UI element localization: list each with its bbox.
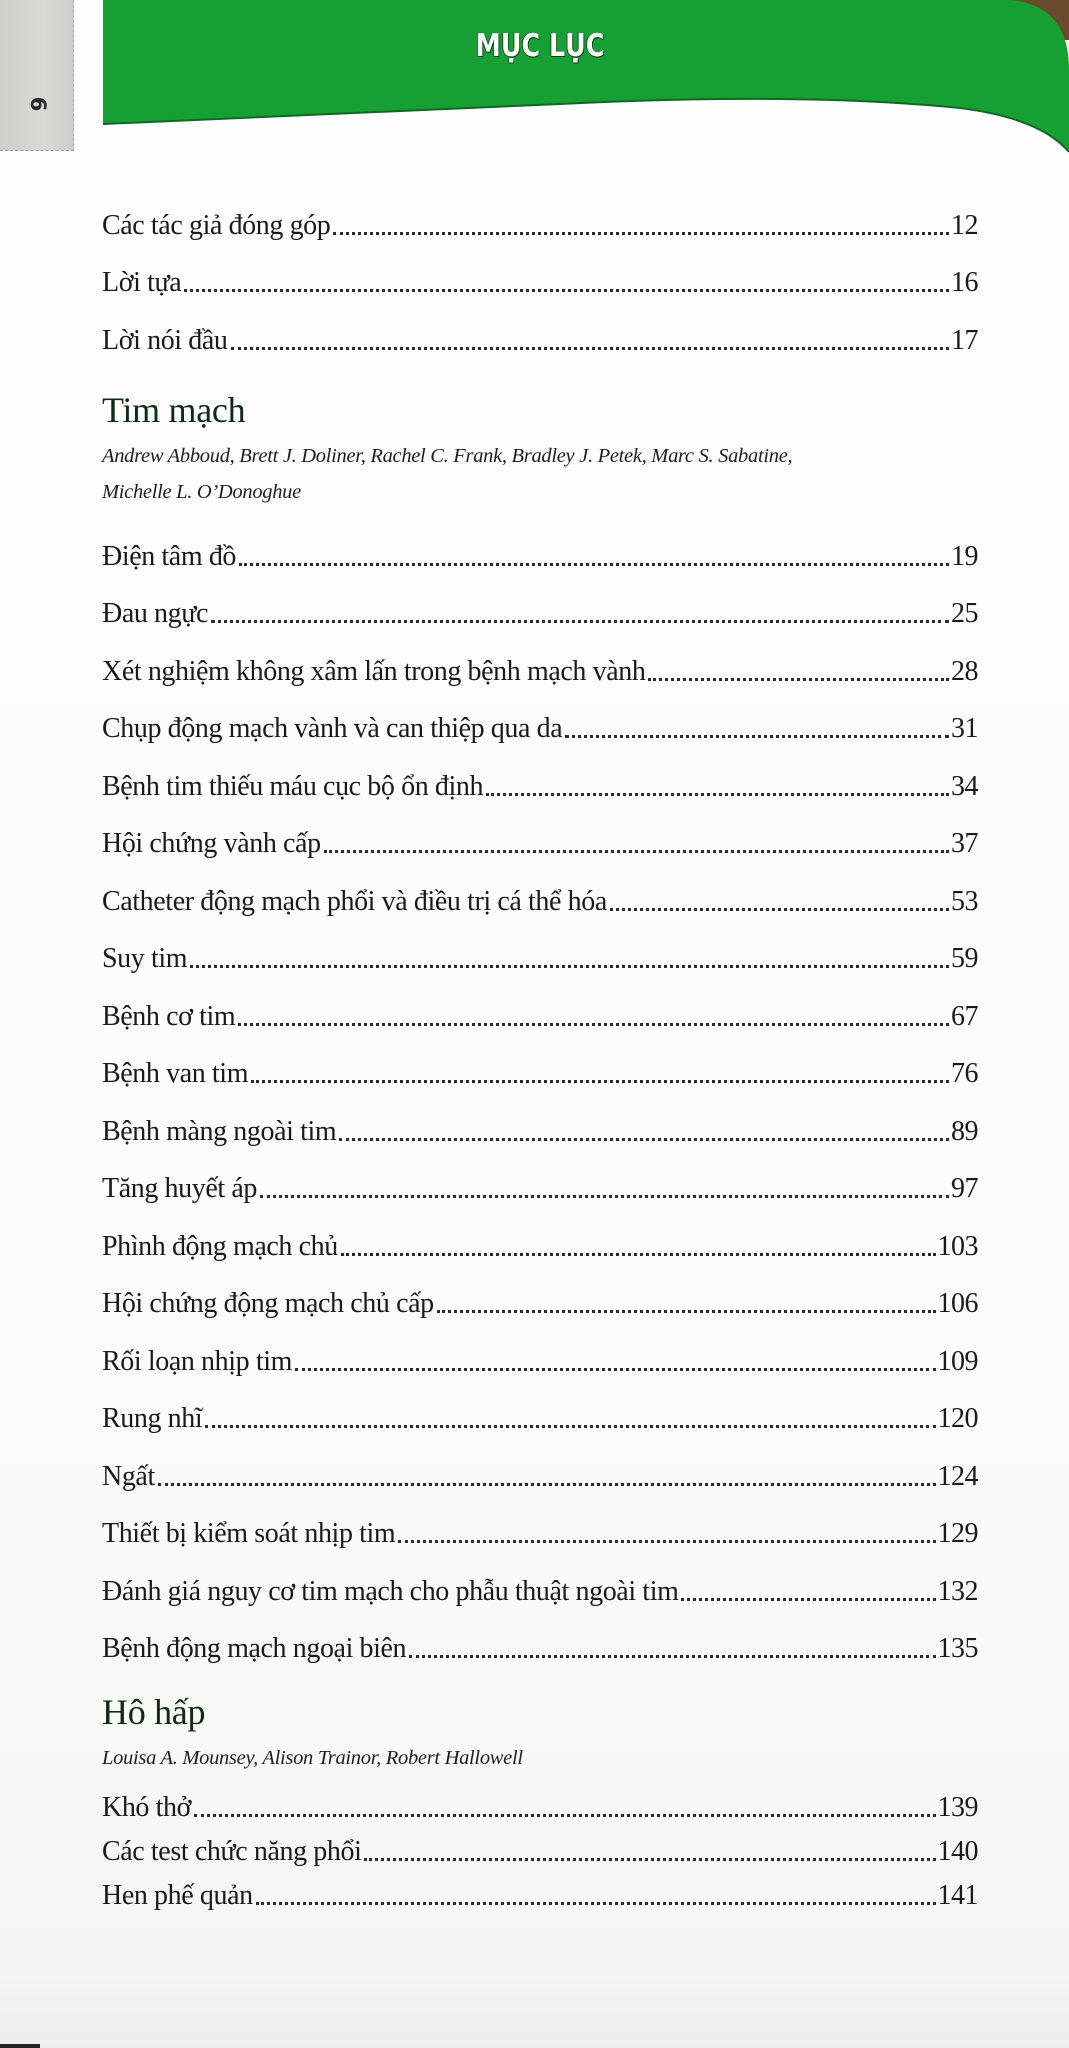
toc-entry-label: Bệnh cơ tim bbox=[102, 1000, 236, 1032]
authors-line-1: Louisa A. Mounsey, Alison Trainor, Robert Hallowell bbox=[102, 1747, 523, 1769]
toc-entry-page: 141 bbox=[937, 1880, 978, 1911]
dot-leader bbox=[364, 1858, 935, 1861]
page-edge bbox=[0, 2044, 40, 2048]
toc-entry-page: 129 bbox=[937, 1518, 978, 1549]
section-entries bbox=[102, 513, 978, 1663]
toc-entry-label: Bệnh van tim bbox=[102, 1058, 249, 1089]
toc-entry[interactable] bbox=[102, 858, 978, 916]
toc-entry-page: 25 bbox=[951, 598, 978, 629]
dot-leader bbox=[251, 1080, 949, 1083]
toc-entry-page: 97 bbox=[951, 1173, 978, 1204]
dot-leader bbox=[341, 1253, 936, 1256]
toc-entry-label: Hen phế quản bbox=[102, 1880, 253, 1911]
toc-entry[interactable] bbox=[102, 1261, 978, 1319]
toc-entry-label: Rung nhĩ bbox=[102, 1403, 203, 1434]
front-matter-list bbox=[102, 182, 978, 355]
toc-entry-label: Bệnh tim thiếu máu cục bộ ổn định bbox=[102, 770, 484, 802]
toc-entry[interactable] bbox=[102, 1433, 978, 1491]
toc-entry-label: Đánh giá nguy cơ tim mạch cho phẫu thuật ngoài tim bbox=[102, 1575, 679, 1607]
dot-leader bbox=[565, 735, 949, 738]
toc-entry[interactable] bbox=[102, 1088, 978, 1146]
dot-leader bbox=[190, 965, 949, 968]
dot-leader bbox=[158, 1483, 936, 1486]
toc-entry-page: 89 bbox=[951, 1115, 978, 1147]
page-bottom-shadow bbox=[0, 1978, 1069, 2048]
toc-entry[interactable] bbox=[102, 916, 978, 974]
toc-entry-label: Lời tựa bbox=[102, 267, 182, 298]
toc-entry[interactable] bbox=[102, 1778, 978, 1822]
dot-leader bbox=[231, 347, 950, 350]
toc-entry-page: 67 bbox=[951, 1000, 978, 1032]
toc-entry-label: Phình động mạch chủ bbox=[102, 1230, 338, 1262]
dot-leader bbox=[486, 793, 949, 796]
dot-leader bbox=[238, 1023, 949, 1026]
toc-entry-label: Catheter động mạch phổi và điều trị cá thể hóa bbox=[102, 885, 607, 917]
toc-entry-label: Các test chức năng phổi bbox=[102, 1836, 362, 1867]
toc-entry[interactable] bbox=[102, 1822, 978, 1866]
toc-entry-label: Khó thở bbox=[102, 1792, 192, 1823]
toc-entry[interactable] bbox=[102, 1146, 978, 1204]
side-tab bbox=[0, 0, 74, 151]
toc-entry-page: 53 bbox=[951, 885, 978, 917]
dot-leader bbox=[437, 1310, 936, 1313]
dot-leader bbox=[205, 1425, 935, 1428]
toc-entry[interactable] bbox=[102, 1376, 978, 1434]
page-number: 6 bbox=[26, 96, 50, 112]
toc-entry-label: Suy tim bbox=[102, 943, 188, 974]
toc-entry[interactable] bbox=[102, 743, 978, 801]
dot-leader bbox=[324, 850, 949, 853]
dot-leader bbox=[194, 1814, 935, 1817]
dot-leader bbox=[648, 678, 949, 681]
section-authors bbox=[102, 1740, 978, 1776]
toc-entry-label: Các tác giả đóng góp bbox=[102, 209, 331, 241]
authors-line-1: Andrew Abboud, Brett J. Doliner, Rachel C. Frank, Bradley J. Petek, Marc S. Sabatine, bbox=[102, 445, 793, 467]
toc-entry-label: Chụp động mạch vành và can thiệp qua da bbox=[102, 713, 563, 744]
dot-leader bbox=[409, 1655, 935, 1658]
header-banner bbox=[0, 0, 1069, 160]
toc-entry-page: 139 bbox=[937, 1792, 978, 1823]
section-cardiology bbox=[102, 392, 978, 1663]
toc-entry-page: 31 bbox=[951, 713, 978, 744]
toc-entry[interactable] bbox=[102, 1031, 978, 1089]
toc-entry-label: Ngất bbox=[102, 1460, 155, 1492]
toc-entry-page: 16 bbox=[951, 267, 978, 298]
toc-entry-label: Xét nghiệm không xâm lấn trong bệnh mạch vành bbox=[102, 655, 646, 687]
toc-entry[interactable] bbox=[102, 1491, 978, 1549]
section-entries bbox=[102, 1778, 978, 1910]
toc-entry-label: Thiết bị kiểm soát nhịp tim bbox=[102, 1518, 396, 1549]
toc-entry-page: 140 bbox=[937, 1836, 978, 1867]
dot-leader bbox=[398, 1540, 935, 1543]
toc-entry[interactable] bbox=[102, 182, 978, 240]
section-respiratory bbox=[102, 1694, 978, 1910]
toc-entry[interactable] bbox=[102, 801, 978, 859]
section-authors bbox=[102, 438, 978, 510]
toc-entry-page: 109 bbox=[937, 1345, 978, 1377]
toc-entry[interactable] bbox=[102, 240, 978, 298]
dot-leader bbox=[184, 289, 949, 292]
toc-entry-label: Hội chứng vành cấp bbox=[102, 828, 321, 859]
toc-entry-label: Rối loạn nhịp tim bbox=[102, 1345, 292, 1377]
dot-leader bbox=[610, 908, 949, 911]
toc-entry-page: 37 bbox=[951, 828, 978, 859]
toc-entry-page: 19 bbox=[951, 540, 978, 572]
toc-entry-label: Bệnh động mạch ngoại biên bbox=[102, 1633, 407, 1664]
toc-entry[interactable] bbox=[102, 1318, 978, 1376]
toc-entry[interactable] bbox=[102, 973, 978, 1031]
toc-entry-page: 12 bbox=[951, 209, 978, 241]
toc-entry-label: Điện tâm đồ bbox=[102, 540, 237, 572]
toc-entry[interactable] bbox=[102, 571, 978, 629]
toc-entry[interactable] bbox=[102, 1606, 978, 1664]
toc-entry-label: Bệnh màng ngoài tim bbox=[102, 1115, 337, 1147]
dot-leader bbox=[260, 1195, 949, 1198]
toc-entry-page: 17 bbox=[951, 324, 978, 356]
toc-entry-page: 34 bbox=[951, 770, 978, 802]
toc-entry[interactable] bbox=[102, 686, 978, 744]
page-title: MỤC LỤC bbox=[475, 28, 605, 64]
dot-leader bbox=[681, 1598, 935, 1601]
dot-leader bbox=[256, 1902, 936, 1905]
toc-entry-page: 120 bbox=[937, 1403, 978, 1434]
dot-leader bbox=[211, 620, 949, 623]
toc-entry[interactable] bbox=[102, 1548, 978, 1606]
toc-entry-page: 106 bbox=[937, 1288, 978, 1319]
toc-entry[interactable] bbox=[102, 297, 978, 355]
toc-entry-page: 76 bbox=[951, 1058, 978, 1089]
toc-entry[interactable] bbox=[102, 513, 978, 571]
section-title: Tim mạch bbox=[102, 390, 246, 430]
toc-entry-page: 28 bbox=[951, 655, 978, 687]
toc-entry[interactable] bbox=[102, 1866, 978, 1910]
toc-entry-page: 124 bbox=[937, 1460, 978, 1492]
dot-leader bbox=[333, 232, 949, 235]
dot-leader bbox=[339, 1138, 949, 1141]
authors-line-2: Michelle L. O’Donoghue bbox=[102, 481, 301, 503]
dot-leader bbox=[295, 1368, 936, 1371]
toc-entry[interactable] bbox=[102, 1203, 978, 1261]
toc-entry-page: 59 bbox=[951, 943, 978, 974]
toc-entry-label: Tăng huyết áp bbox=[102, 1173, 257, 1204]
toc-entry-page: 135 bbox=[937, 1633, 978, 1664]
toc-entry[interactable] bbox=[102, 628, 978, 686]
toc-entry-label: Đau ngực bbox=[102, 598, 209, 629]
section-title: Hô hấp bbox=[102, 1692, 206, 1732]
toc-entry-label: Lời nói đầu bbox=[102, 324, 228, 356]
toc-entry-label: Hội chứng động mạch chủ cấp bbox=[102, 1288, 434, 1319]
dot-leader bbox=[239, 563, 949, 566]
toc-entry-page: 103 bbox=[937, 1230, 978, 1262]
toc-entry-page: 132 bbox=[937, 1575, 978, 1607]
